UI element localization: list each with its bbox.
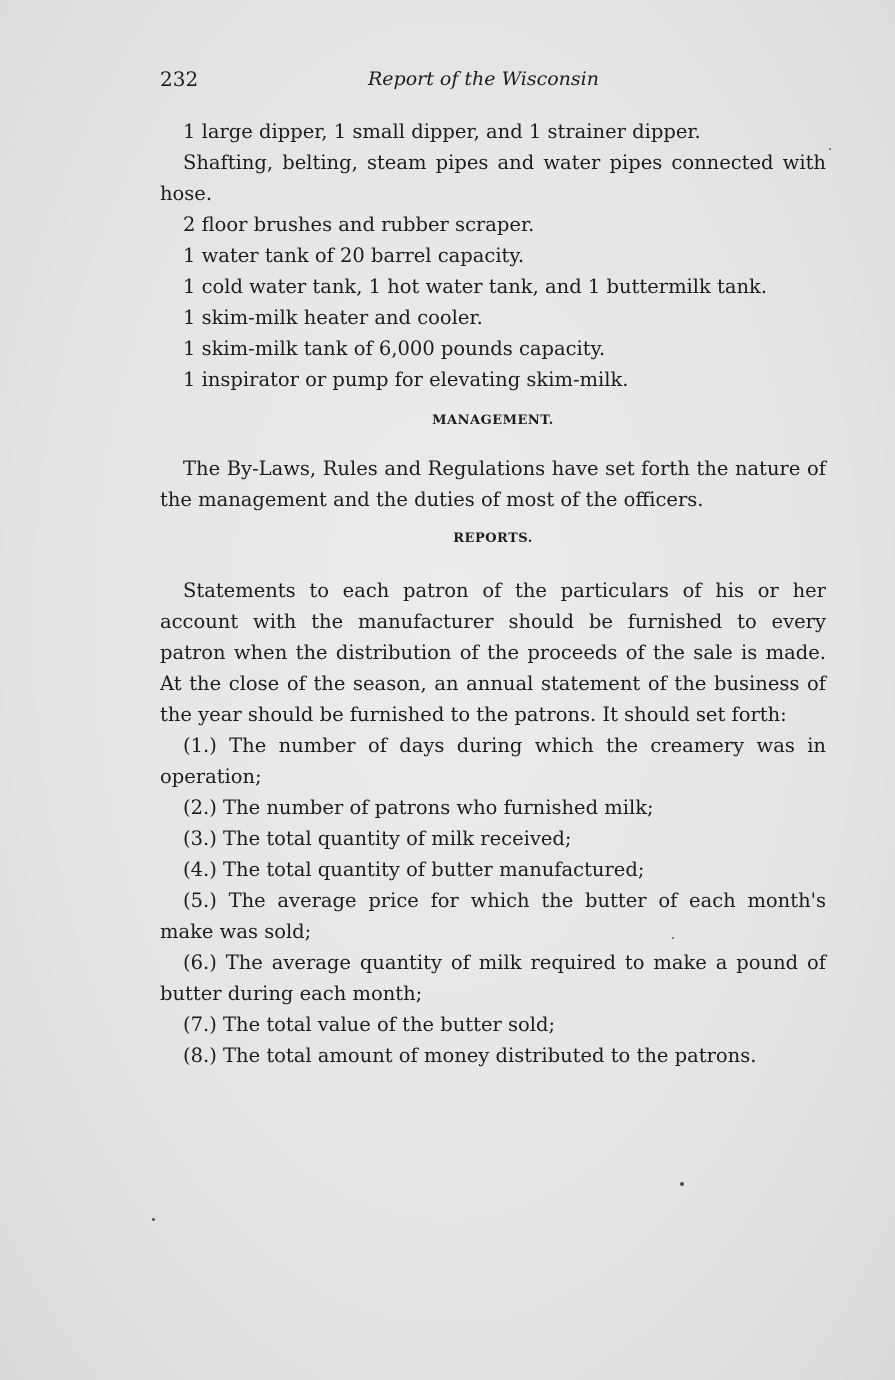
running-title: Report of the Wisconsin <box>368 68 599 90</box>
report-item: (2.) The number of patrons who furnished milk; <box>183 796 654 819</box>
paper-speck <box>829 148 831 150</box>
equipment-list <box>160 116 826 395</box>
report-item: (5.) The average price for which the butter of each month's make was sold; <box>160 889 826 943</box>
management-heading: MANAGEMENT. <box>432 413 554 428</box>
reports-intro-paragraph: Statements to each patron of the particulars of his or her account with the manufacturer should be furnished to every patron when the distribution of the proceeds of the sale is made. At the close of the season, an annual statement of the business of the year should be furnished to the patrons. It should set forth: <box>160 579 826 726</box>
report-item: (6.) The average quantity of milk required to make a pound of butter during each month; <box>160 951 826 1005</box>
equipment-item: Shafting, belting, steam pipes and water pipes connected with hose. <box>160 151 826 205</box>
equipment-item: 1 inspirator or pump for elevating skim-milk. <box>183 368 629 391</box>
paper-speck <box>672 937 674 939</box>
report-item: (1.) The number of days during which the creamery was in operation; <box>160 734 826 788</box>
equipment-item: 1 skim-milk tank of 6,000 pounds capacity. <box>183 337 606 360</box>
page-body <box>160 116 826 1071</box>
page-number: 232 <box>160 67 199 91</box>
paper-speck <box>152 1218 155 1221</box>
equipment-item: 1 skim-milk heater and cooler. <box>183 306 483 329</box>
equipment-item: 2 floor brushes and rubber scraper. <box>183 213 535 236</box>
reports-item-list <box>160 730 826 1071</box>
equipment-item: 1 large dipper, 1 small dipper, and 1 strainer dipper. <box>183 120 701 143</box>
equipment-item: 1 water tank of 20 barrel capacity. <box>183 244 525 267</box>
management-paragraph: The By-Laws, Rules and Regulations have set forth the nature of the management and the duties of most of the officers. <box>160 457 826 511</box>
report-item: (3.) The total quantity of milk received; <box>183 827 572 850</box>
report-item: (8.) The total amount of money distributed to the patrons. <box>183 1044 757 1067</box>
paper-speck <box>680 1182 684 1186</box>
equipment-item: 1 cold water tank, 1 hot water tank, and 1 buttermilk tank. <box>183 275 768 298</box>
report-item: (4.) The total quantity of butter manufactured; <box>183 858 645 881</box>
page-header <box>160 64 828 94</box>
report-item: (7.) The total value of the butter sold; <box>183 1013 556 1036</box>
reports-heading: REPORTS. <box>453 531 533 546</box>
